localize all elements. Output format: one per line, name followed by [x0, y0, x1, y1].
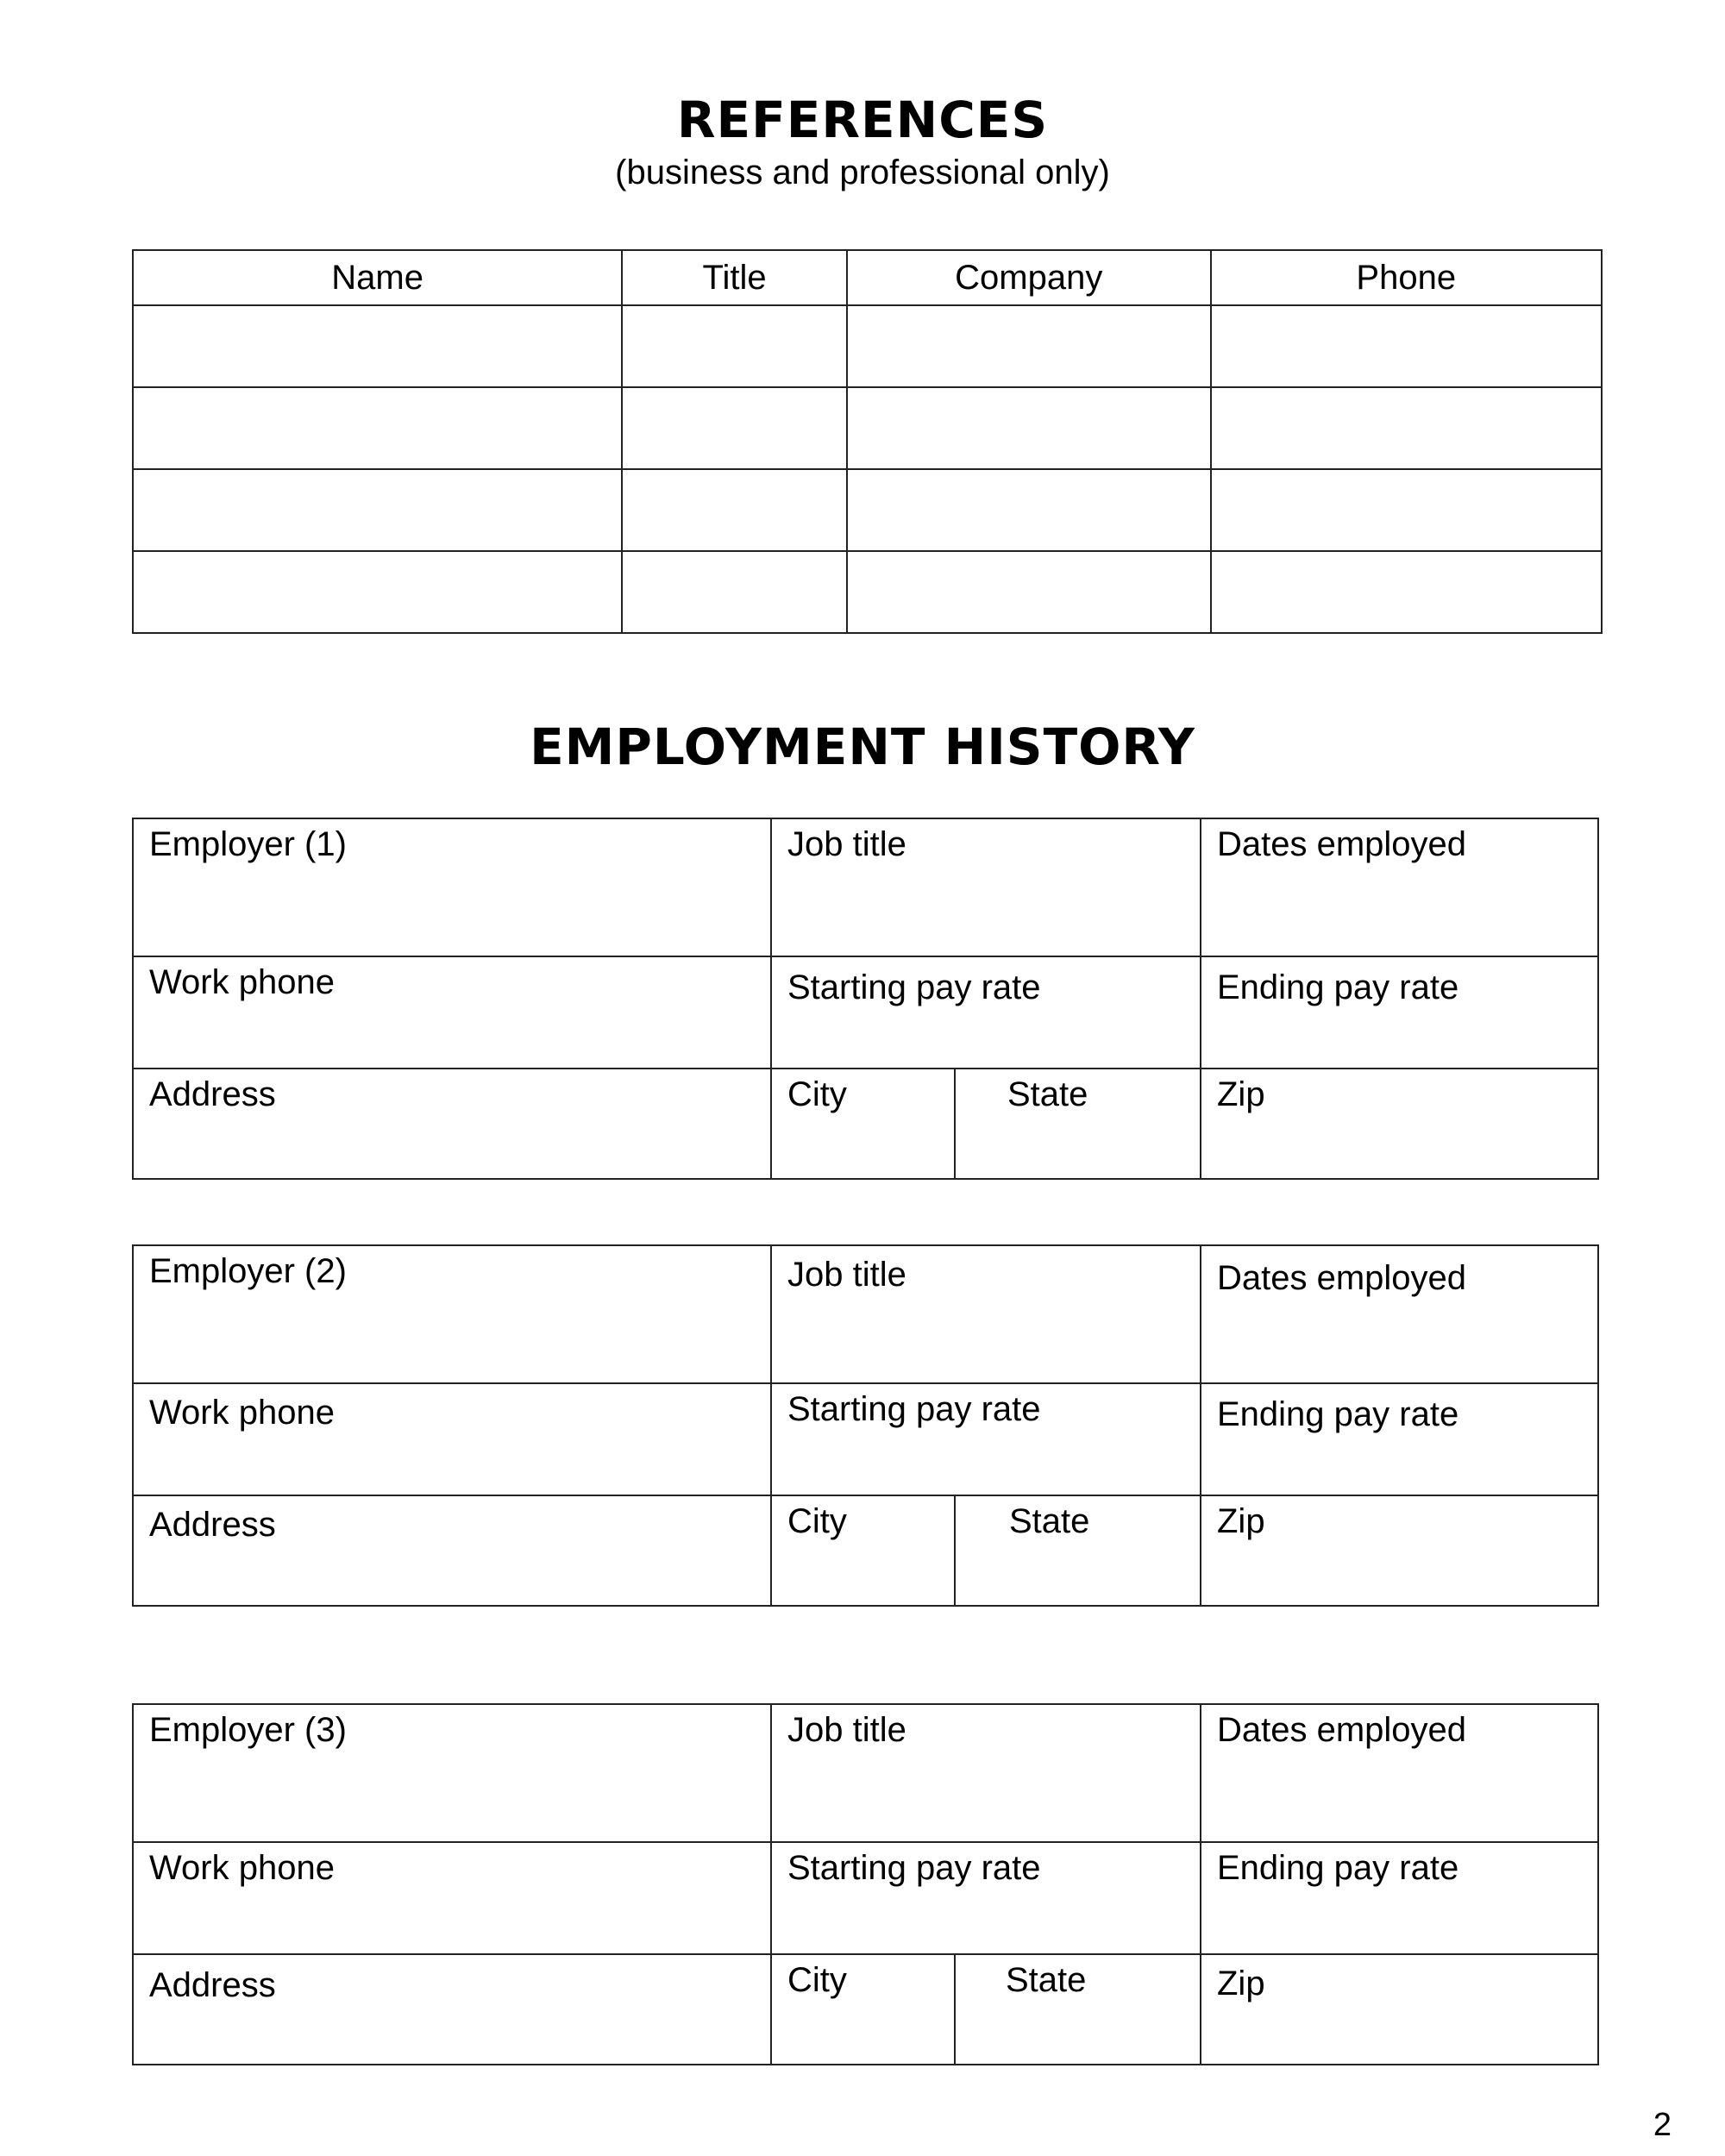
- starting-pay-field[interactable]: [772, 1384, 1201, 1496]
- table-row: [133, 387, 1602, 469]
- city-field[interactable]: [772, 1955, 956, 2064]
- address-field[interactable]: [134, 1955, 772, 2064]
- work-phone-label: Work phone: [149, 1394, 335, 1432]
- address-label: Address: [149, 1506, 276, 1544]
- table-row: [133, 469, 1602, 551]
- job-title-label: Job title: [787, 1711, 906, 1749]
- address-field[interactable]: [134, 1496, 772, 1605]
- page-number: 2: [1653, 2107, 1672, 2143]
- starting-pay-label: Starting pay rate: [787, 1849, 1041, 1887]
- name-cell[interactable]: [133, 387, 622, 469]
- table-row: [133, 305, 1602, 387]
- dates-employed-field[interactable]: [1201, 1246, 1597, 1384]
- address-label: Address: [149, 1075, 276, 1113]
- starting-pay-label: Starting pay rate: [787, 968, 1041, 1006]
- job-title-field[interactable]: [772, 1705, 1201, 1843]
- work-phone-label: Work phone: [149, 963, 335, 1001]
- starting-pay-field[interactable]: [772, 957, 1201, 1069]
- address-field[interactable]: [134, 1069, 772, 1178]
- employer-name-field[interactable]: [134, 819, 772, 957]
- references-table: [132, 249, 1603, 634]
- company-cell[interactable]: [847, 469, 1211, 551]
- zip-field[interactable]: [1201, 1955, 1597, 2064]
- starting-pay-label: Starting pay rate: [787, 1390, 1041, 1428]
- state-label: State: [1006, 1961, 1087, 1999]
- zip-field[interactable]: [1201, 1496, 1597, 1605]
- table-row: [133, 551, 1602, 633]
- city-label: City: [787, 1075, 847, 1113]
- work-phone-label: Work phone: [149, 1849, 335, 1887]
- employer-name-field[interactable]: [134, 1246, 772, 1384]
- phone-cell[interactable]: [1211, 469, 1602, 551]
- title-cell[interactable]: [622, 469, 847, 551]
- job-title-label: Job title: [787, 1256, 906, 1294]
- employer-block-2: [132, 1244, 1599, 1607]
- starting-pay-field[interactable]: [772, 1843, 1201, 1955]
- work-phone-field[interactable]: [134, 1843, 772, 1955]
- ending-pay-field[interactable]: [1201, 1843, 1597, 1955]
- ending-pay-field[interactable]: [1201, 957, 1597, 1069]
- column-header-phone: Phone: [1211, 250, 1602, 305]
- employer-name-field[interactable]: [134, 1705, 772, 1843]
- dates-employed-label: Dates employed: [1217, 1259, 1467, 1297]
- state-label: State: [1007, 1075, 1088, 1113]
- state-field[interactable]: [956, 1069, 1201, 1178]
- city-label: City: [787, 1961, 847, 1999]
- phone-cell[interactable]: [1211, 551, 1602, 633]
- work-phone-field[interactable]: [134, 957, 772, 1069]
- company-cell[interactable]: [847, 551, 1211, 633]
- job-title-field[interactable]: [772, 819, 1201, 957]
- dates-employed-field[interactable]: [1201, 1705, 1597, 1843]
- references-header-row: [133, 250, 1602, 305]
- job-title-field[interactable]: [772, 1246, 1201, 1384]
- employer-label: Employer (1): [149, 825, 347, 863]
- city-field[interactable]: [772, 1069, 956, 1178]
- state-field[interactable]: [956, 1496, 1201, 1605]
- employment-history-title: EMPLOYMENT HISTORY: [530, 718, 1195, 776]
- zip-label: Zip: [1217, 1965, 1265, 2002]
- references-title: REFERENCES: [676, 91, 1049, 149]
- employer-label: Employer (2): [149, 1252, 347, 1290]
- column-header-title: Title: [622, 250, 847, 305]
- work-phone-field[interactable]: [134, 1384, 772, 1496]
- employer-block-3: [132, 1703, 1599, 2065]
- city-label: City: [787, 1502, 847, 1540]
- column-header-name: Name: [133, 250, 622, 305]
- name-cell[interactable]: [133, 305, 622, 387]
- references-subtitle: (business and professional only): [615, 154, 1110, 191]
- title-cell[interactable]: [622, 551, 847, 633]
- phone-cell[interactable]: [1211, 305, 1602, 387]
- zip-label: Zip: [1217, 1502, 1265, 1540]
- ending-pay-field[interactable]: [1201, 1384, 1597, 1496]
- column-header-company: Company: [847, 250, 1211, 305]
- address-label: Address: [149, 1966, 276, 2004]
- ending-pay-label: Ending pay rate: [1217, 1395, 1459, 1433]
- title-cell[interactable]: [622, 305, 847, 387]
- name-cell[interactable]: [133, 551, 622, 633]
- title-cell[interactable]: [622, 387, 847, 469]
- zip-field[interactable]: [1201, 1069, 1597, 1178]
- dates-employed-field[interactable]: [1201, 819, 1597, 957]
- job-title-label: Job title: [787, 825, 906, 863]
- employer-label: Employer (3): [149, 1711, 347, 1749]
- ending-pay-label: Ending pay rate: [1217, 968, 1459, 1006]
- phone-cell[interactable]: [1211, 387, 1602, 469]
- state-label: State: [1009, 1502, 1090, 1540]
- ending-pay-label: Ending pay rate: [1217, 1849, 1459, 1887]
- state-field[interactable]: [956, 1955, 1201, 2064]
- dates-employed-label: Dates employed: [1217, 1711, 1467, 1749]
- employer-block-1: [132, 818, 1599, 1180]
- company-cell[interactable]: [847, 387, 1211, 469]
- zip-label: Zip: [1217, 1075, 1265, 1113]
- company-cell[interactable]: [847, 305, 1211, 387]
- name-cell[interactable]: [133, 469, 622, 551]
- dates-employed-label: Dates employed: [1217, 825, 1467, 863]
- city-field[interactable]: [772, 1496, 956, 1605]
